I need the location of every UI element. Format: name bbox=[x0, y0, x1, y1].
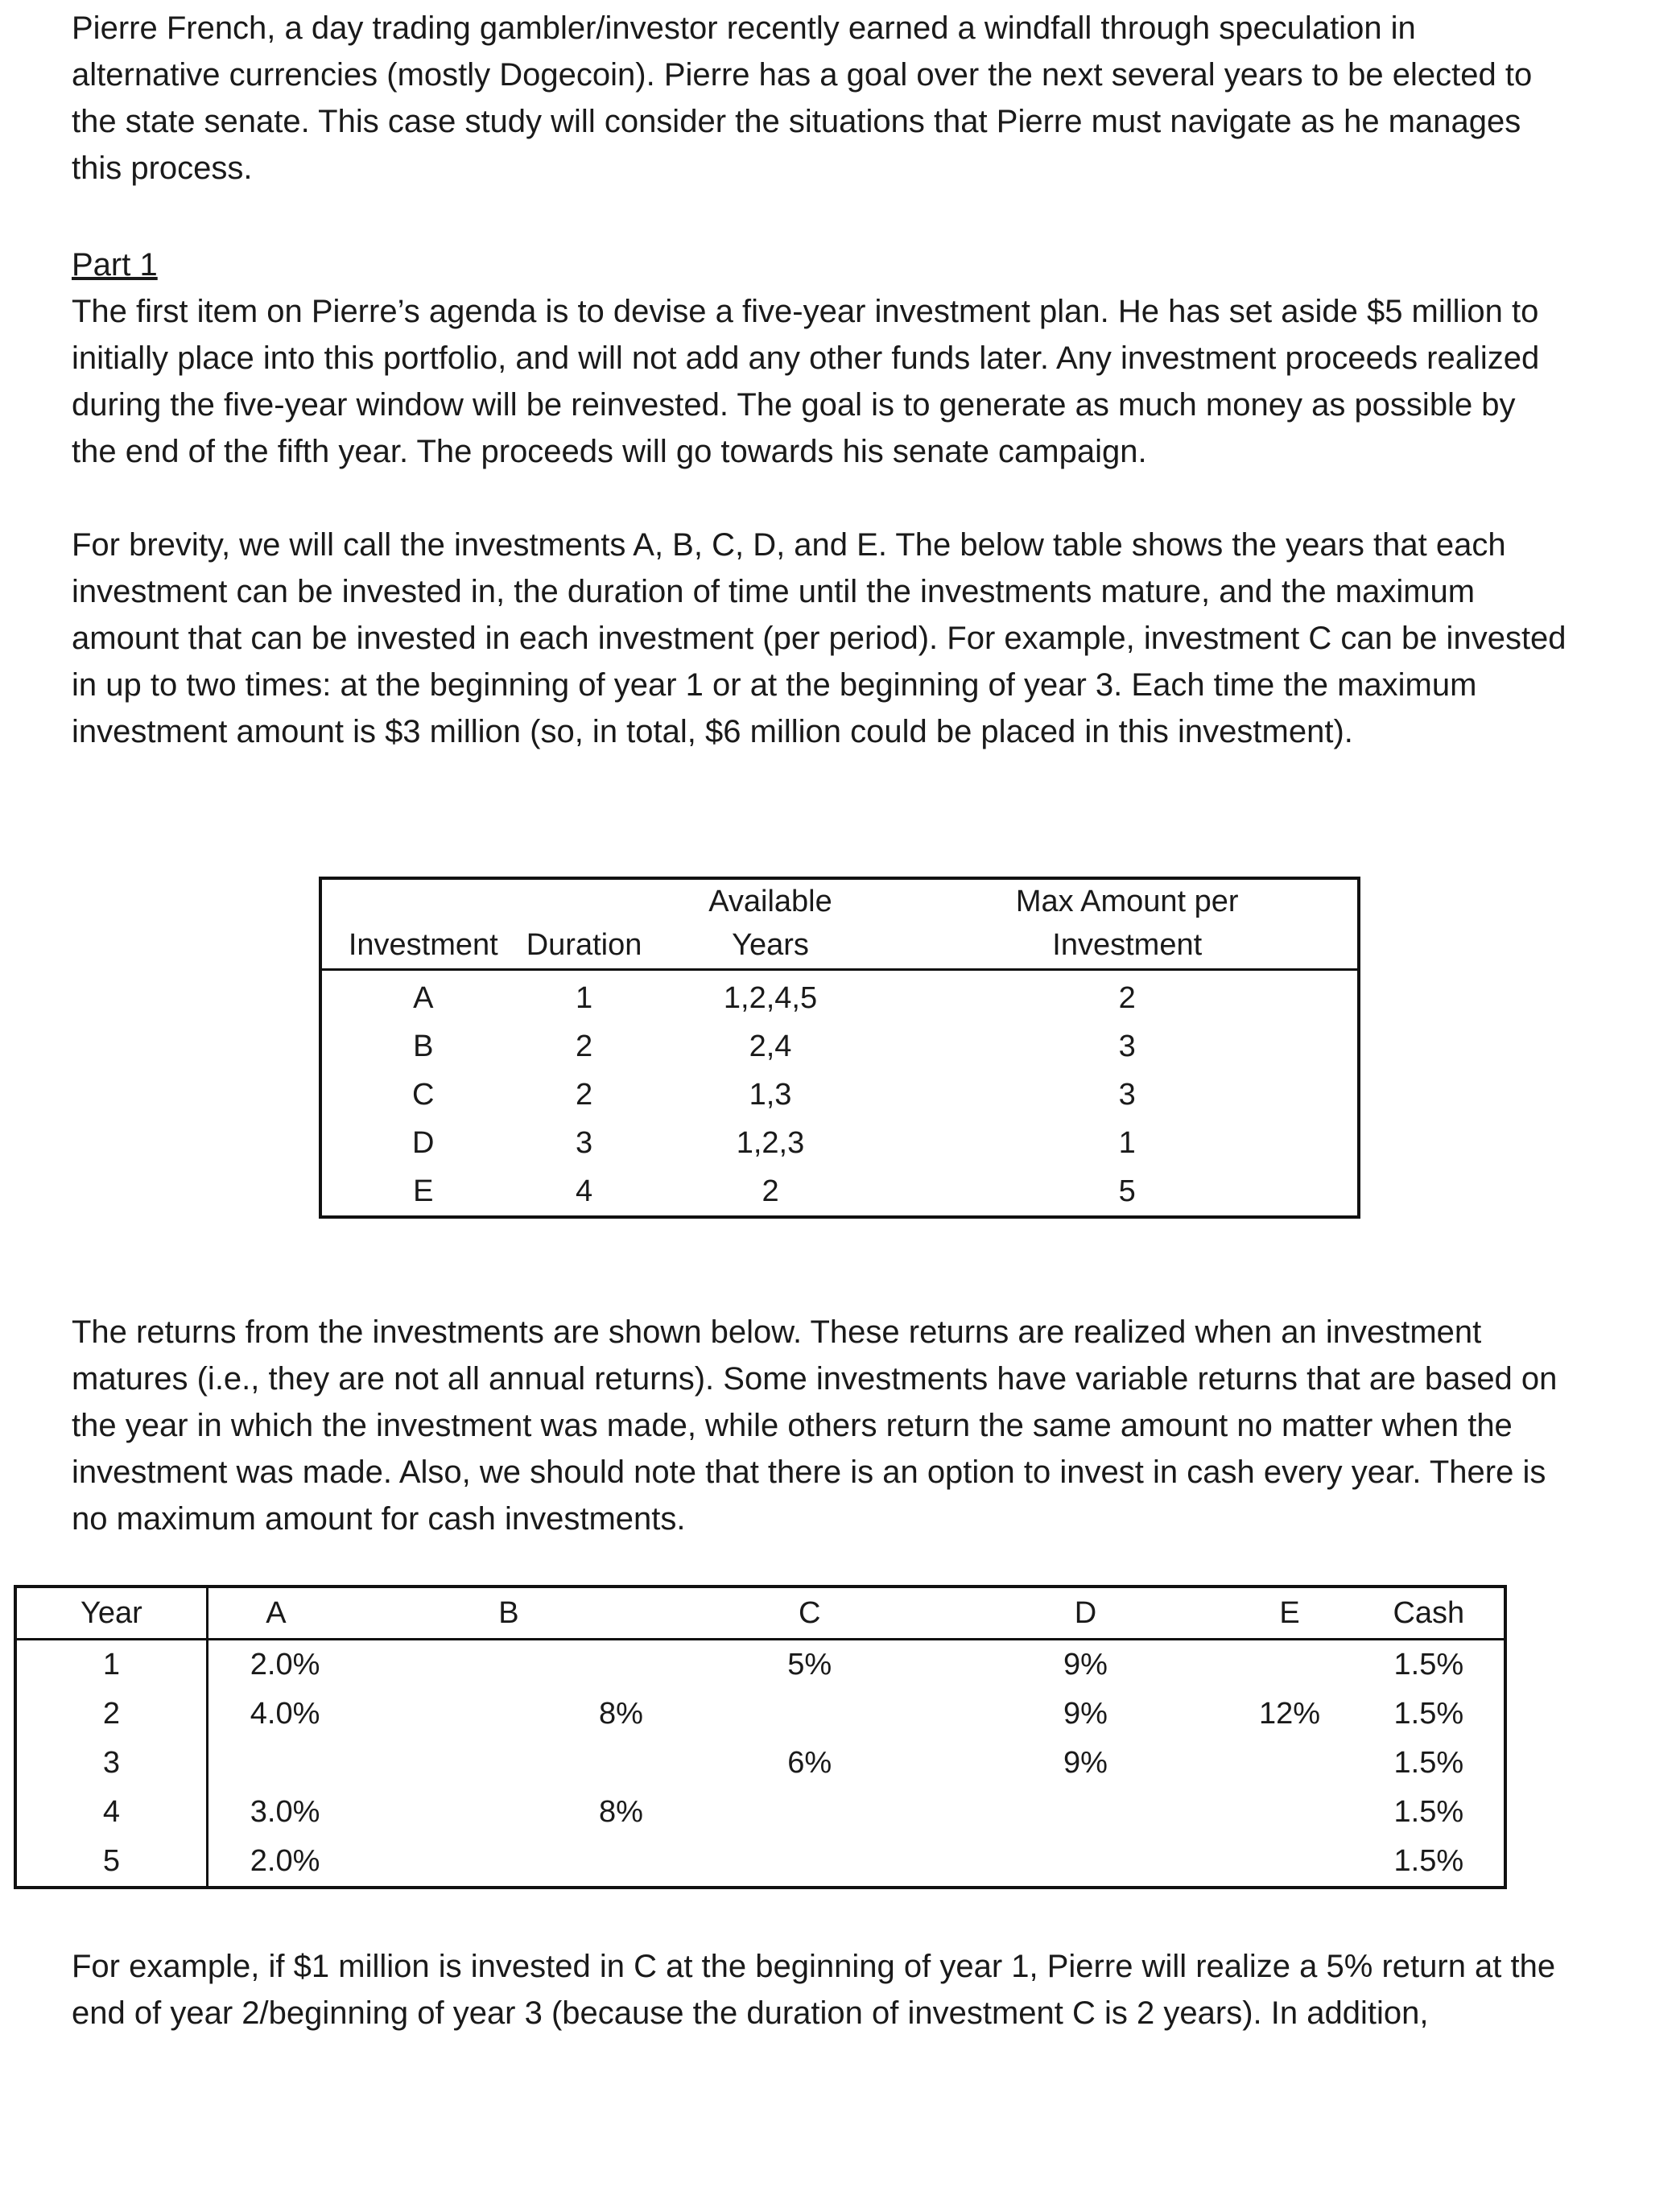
cell-a bbox=[207, 1739, 344, 1788]
header-a: A bbox=[207, 1587, 344, 1640]
cell-cash: 1.5% bbox=[1393, 1746, 1464, 1780]
cell-max: 3 bbox=[1118, 1077, 1136, 1112]
cell-cash: 1.5% bbox=[1393, 1844, 1464, 1878]
cell-max: 2 bbox=[1118, 980, 1136, 1015]
cell-duration: 4 bbox=[575, 1174, 593, 1208]
header-duration: Duration bbox=[525, 923, 644, 970]
cell-d bbox=[946, 1788, 1226, 1837]
cell-duration: 2 bbox=[575, 1077, 593, 1112]
header-b: B bbox=[344, 1587, 674, 1640]
cell-max: 1 bbox=[1118, 1125, 1136, 1160]
header-d: D bbox=[946, 1587, 1226, 1640]
cell-e bbox=[1225, 1640, 1353, 1690]
header-investment: Investment bbox=[320, 923, 525, 970]
cell-a: 2.0% bbox=[250, 1648, 320, 1682]
table-row bbox=[15, 1788, 1505, 1837]
cell-year: 3 bbox=[15, 1739, 207, 1788]
cell-d bbox=[946, 1837, 1226, 1888]
cell-max: 5 bbox=[1118, 1174, 1136, 1208]
cell-duration: 1 bbox=[575, 980, 593, 1015]
cell-investment: C bbox=[412, 1077, 435, 1112]
header-spacer bbox=[525, 878, 644, 923]
cell-c: 6% bbox=[787, 1746, 832, 1780]
part-1-heading: Part 1 bbox=[72, 247, 158, 283]
returns-table bbox=[14, 1585, 1507, 1889]
cell-years: 2 bbox=[762, 1174, 779, 1208]
cell-years: 1,2,4,5 bbox=[723, 980, 818, 1015]
cell-year: 2 bbox=[15, 1690, 207, 1739]
header-year: Year bbox=[15, 1587, 207, 1640]
cell-investment: A bbox=[413, 980, 434, 1015]
cell-b bbox=[344, 1640, 674, 1690]
cell-e bbox=[1225, 1788, 1353, 1837]
brevity-paragraph: For brevity, we will call the investments A, B, C, D, and E. The below table shows the years that each investment can be invested in, the duration of time until the investments mature, and the maximum amount that can be invested in each investment (per period). For example, investment C can be invested in up to two times: at the beginning of year 1 or at the beginning of year 3. Each time the maximum investment amount is $3 million (so, in total, $6 million could be placed in this investment). bbox=[72, 527, 1566, 749]
cell-c bbox=[674, 1837, 946, 1888]
cell-e bbox=[1225, 1739, 1353, 1788]
cell-a: 2.0% bbox=[250, 1844, 320, 1878]
header-max-line2: Investment bbox=[897, 923, 1359, 970]
cell-max: 3 bbox=[1118, 1029, 1136, 1063]
cell-years: 1,2,3 bbox=[736, 1125, 805, 1160]
cell-year: 1 bbox=[15, 1640, 207, 1690]
table-row bbox=[15, 1837, 1505, 1888]
cell-years: 2,4 bbox=[749, 1029, 792, 1063]
cell-b: 8% bbox=[599, 1697, 643, 1731]
cell-e: 12% bbox=[1258, 1697, 1321, 1731]
cell-year: 5 bbox=[15, 1837, 207, 1888]
cell-c: 5% bbox=[787, 1648, 832, 1682]
cell-e bbox=[1225, 1837, 1353, 1888]
cell-year: 4 bbox=[15, 1788, 207, 1837]
table-row bbox=[320, 1167, 1359, 1217]
cell-cash: 1.5% bbox=[1393, 1697, 1464, 1731]
part-1-paragraph: The first item on Pierre’s agenda is to devise a five-year investment plan. He has set aside $5 million to initially place into this portfolio, and will not add any other funds later. Any investment proceeds realized during the five-year window will be reinvested. The goal is to generate as much money as possible by the end of the fifth year. The proceeds will go towards his senate campaign. bbox=[72, 294, 1540, 469]
table-row bbox=[320, 1119, 1359, 1167]
header-max-line1: Max Amount per bbox=[1015, 885, 1239, 918]
cell-duration: 3 bbox=[575, 1125, 593, 1160]
cell-c bbox=[674, 1788, 946, 1837]
table-row bbox=[15, 1690, 1505, 1739]
header-c: C bbox=[674, 1587, 946, 1640]
cell-d: 9% bbox=[1063, 1697, 1108, 1731]
cell-cash: 1.5% bbox=[1393, 1648, 1464, 1682]
header-available-line1: Available bbox=[708, 885, 832, 918]
cell-c bbox=[674, 1690, 946, 1739]
intro-paragraph: Pierre French, a day trading gambler/investor recently earned a windfall through speculation in alternative currencies (mostly Dogecoin). Pierre has a goal over the next several years to be elected to the state senate. This case study will consider the situations that Pierre must navigate as he manages this process. bbox=[72, 10, 1533, 186]
table-row bbox=[320, 970, 1359, 1023]
example-paragraph: For example, if $1 million is invested in C at the beginning of year 1, Pierre will realize a 5% return at the end of year 2/beginning of year 3 (because the duration of investment C is 2 years). In addition, bbox=[72, 1949, 1556, 2031]
cell-b bbox=[344, 1837, 674, 1888]
cell-cash: 1.5% bbox=[1393, 1795, 1464, 1829]
cell-investment: B bbox=[413, 1029, 434, 1063]
cell-b: 8% bbox=[599, 1795, 643, 1829]
returns-paragraph: The returns from the investments are shown below. These returns are realized when an investment matures (i.e., they are not all annual returns). Some investments have variable returns that are based on the year in which the investment was made, while others return the same amount no matter when the investment was made. Also, we should note that there is an option to invest in cash every year. There is no maximum amount for cash investments. bbox=[72, 1314, 1558, 1537]
table-row bbox=[15, 1739, 1505, 1788]
table-row bbox=[320, 1071, 1359, 1119]
cell-b bbox=[344, 1739, 674, 1788]
table-row bbox=[15, 1640, 1505, 1690]
cell-investment: E bbox=[413, 1174, 434, 1208]
cell-d: 9% bbox=[1063, 1648, 1108, 1682]
cell-d: 9% bbox=[1063, 1746, 1108, 1780]
header-available-line2: Years bbox=[644, 923, 898, 970]
cell-investment: D bbox=[412, 1125, 435, 1160]
header-spacer bbox=[320, 878, 525, 923]
cell-duration: 2 bbox=[575, 1029, 593, 1063]
header-cash: Cash bbox=[1354, 1587, 1505, 1640]
table-row bbox=[320, 1022, 1359, 1071]
cell-a: 3.0% bbox=[250, 1795, 320, 1829]
cell-years: 1,3 bbox=[749, 1077, 792, 1112]
header-e: E bbox=[1225, 1587, 1353, 1640]
investment-table bbox=[319, 877, 1360, 1219]
cell-a: 4.0% bbox=[250, 1697, 320, 1731]
